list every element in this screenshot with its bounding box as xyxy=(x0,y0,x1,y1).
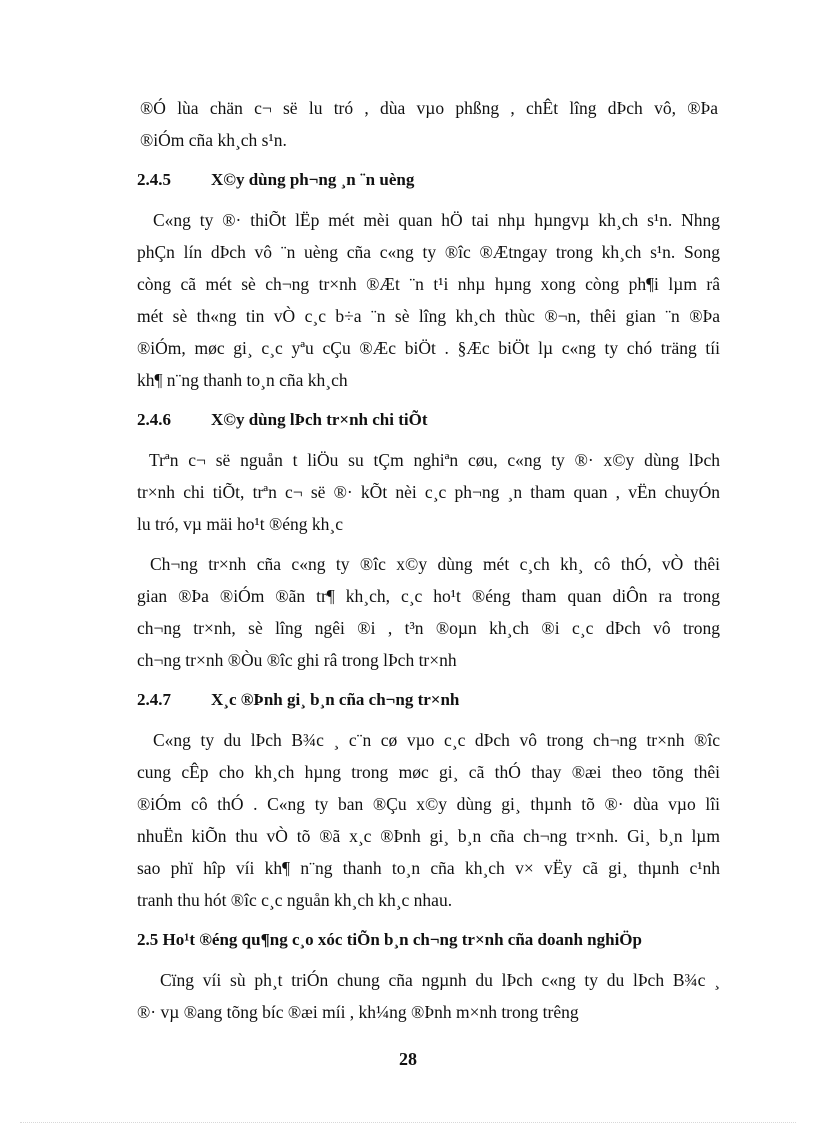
paragraph-line: Trªn c¬ së nguån t liÖu su tÇm nghiªn cøu, c«ng ty ®· x©y dùng lÞch xyxy=(149,450,720,470)
paragraph-line: kh¶ n¨ng thanh to¸n cña kh¸ch xyxy=(137,370,348,390)
paragraph-line: Cïng víi sù ph¸t triÓn chung cña ngµnh du lÞch c«ng ty du lÞch B¾c ¸ xyxy=(160,970,720,990)
heading-title: X©y dùng lÞch tr×nh chi tiÕt xyxy=(211,410,428,429)
paragraph-line: ®iÓm cô thÓ . C«ng ty ban ®Çu x©y dùng gi¸ thµnh tõ ®· dùa vµo lîi xyxy=(137,794,720,814)
paragraph-line: ®iÓm cña kh¸ch s¹n. xyxy=(140,130,287,150)
paragraph-line: C«ng ty du lÞch B¾c ¸ c¨n cø vµo c¸c dÞch vô trong ch¬ng tr×nh ®îc xyxy=(153,730,720,750)
paragraph-line: sao phï hîp víi kh¶ n¨ng thanh to¸n cña kh¸ch v× vËy cã gi¸ thµnh c¹nh xyxy=(137,858,720,878)
heading-title: Ho¹t ®éng qu¶ng c¸o xóc tiÕn b¸n ch¬ng tr×nh cña doanh nghiÖp xyxy=(162,930,642,949)
section-heading-2-5 xyxy=(137,928,642,952)
section-heading-2-4-6 xyxy=(137,408,428,432)
heading-number: 2.4.5 xyxy=(137,170,171,189)
paragraph-line: ®iÓm, møc gi¸ c¸c yªu cÇu ®Æc biÖt . §Æc biÖt lµ c«ng ty chó träng tíi xyxy=(137,338,720,358)
paragraph-line: ®Ó lùa chän c¬ së lu tró , dùa vµo phßng , chÊt lîng dÞch vô, ®Þa xyxy=(140,98,718,118)
paragraph-line: Ch¬ng tr×nh cña c«ng ty ®îc x©y dùng mét c¸ch kh¸ cô thÓ, vÒ thêi xyxy=(150,554,720,574)
paragraph-line: ®· vµ ®ang tõng bíc ®æi míi , kh¼ng ®Þnh m×nh trong trêng xyxy=(137,1002,579,1022)
section-heading-2-4-5 xyxy=(137,168,414,192)
paragraph-line: gian ®Þa ®iÓm ®ãn tr¶ kh¸ch, c¸c ho¹t ®éng tham quan diÔn ra trong xyxy=(137,586,720,606)
paragraph-line: mét sè th«ng tin vÒ c¸c b÷a ¨n sè lîng kh¸ch thùc ®¬n, thêi gian ¨n ®Þa xyxy=(137,306,720,326)
paragraph-line: C«ng ty ®· thiÕt lËp mét mèi quan hÖ tai nhµ hµngvµ kh¸ch s¹n. Nhng xyxy=(153,210,720,230)
paragraph-line: ch¬ng tr×nh, sè lîng ngêi ®i , t³n ®oµn kh¸ch ®i c¸c dÞch vô trong xyxy=(137,618,720,638)
page-number: 28 xyxy=(399,1049,417,1069)
paragraph-line: lu tró, vµ mäi ho¹t ®éng kh¸c xyxy=(137,514,344,534)
paragraph-line: phÇn lín dÞch vô ¨n uèng cña c«ng ty ®îc ®Ætngay trong kh¸ch s¹n. Song xyxy=(137,242,720,262)
paragraph-line: còng cã mét sè ch¬ng tr×nh ®Æt ¨n t¹i nhµ hµng xong còng ph¶i lµm râ xyxy=(137,274,720,294)
paragraph-line: tranh thu hót ®îc c¸c nguån kh¸ch kh¸c nhau. xyxy=(137,890,453,910)
heading-number: 2.5 xyxy=(137,930,159,949)
heading-title: X¸c ®Þnh gi¸ b¸n cña ch¬ng tr×nh xyxy=(211,690,460,709)
section-heading-2-4-7 xyxy=(137,688,459,712)
paragraph-line: nhuËn kiÕn thu vÒ tõ ®ã x¸c ®Þnh gi¸ b¸n cña ch¬ng tr×nh. Gi¸ b¸n lµm xyxy=(137,826,720,846)
paragraph-line: cung cÊp cho kh¸ch hµng trong møc gi¸ cã thÓ thay ®æi theo tõng thêi xyxy=(137,762,720,782)
heading-number: 2.4.6 xyxy=(137,410,171,429)
paragraph-line: tr×nh chi tiÕt, trªn c¬ së ®· kÕt nèi c¸c ph¬ng ¸n tham quan , vËn chuyÓn xyxy=(137,482,720,502)
paragraph-line: ch¬ng tr×nh ®Òu ®îc ghi râ trong lÞch tr×nh xyxy=(137,650,457,670)
heading-title: X©y dùng ph¬ng ¸n ¨n uèng xyxy=(211,170,415,189)
heading-number: 2.4.7 xyxy=(137,690,171,709)
